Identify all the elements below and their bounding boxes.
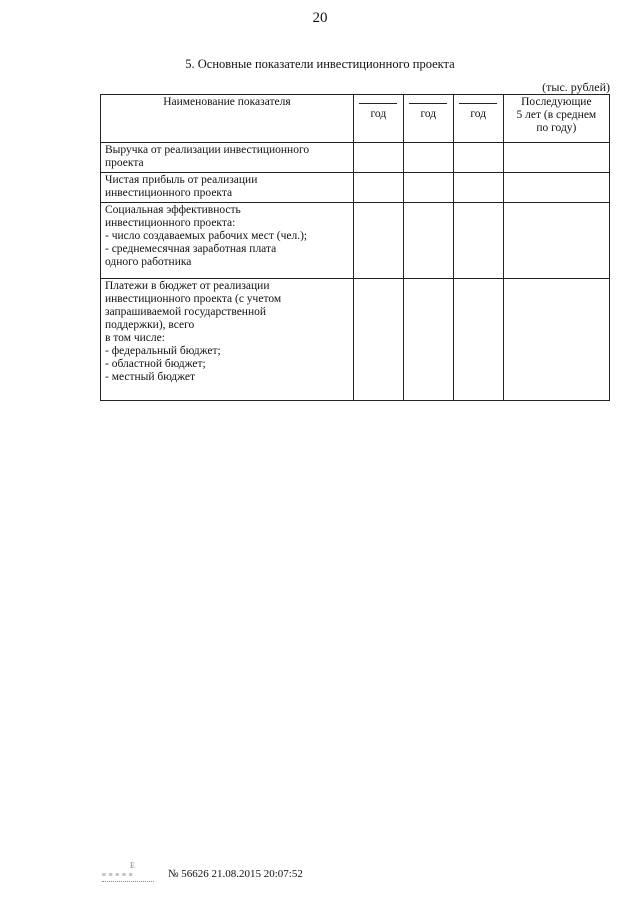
indicators-table — [100, 94, 610, 401]
table-row — [101, 203, 610, 279]
header-year-1 — [353, 95, 403, 143]
year-blank-line — [409, 103, 447, 104]
table-cell — [353, 143, 403, 173]
document-registration-number: № 56626 21.08.2015 20:07:52 — [168, 868, 303, 880]
table-cell — [353, 173, 403, 203]
table-cell — [353, 203, 403, 279]
table-cell — [503, 203, 609, 279]
row-name-social-efficiency: Социальная эффективность инвестиционного проекта: - число создаваемых рабочих мест (чел.); - среднемесячная заработная плата одного работника — [101, 203, 354, 279]
table-cell — [453, 203, 503, 279]
header-year-3 — [453, 95, 503, 143]
header-year-label: год — [420, 108, 437, 120]
footer — [100, 861, 303, 887]
header-indicator-name: Наименование показателя — [101, 95, 354, 143]
table-cell — [503, 143, 609, 173]
table-cell — [353, 279, 403, 401]
units-label: (тыс. рублей) — [542, 80, 610, 94]
header-year-2 — [403, 95, 453, 143]
row-name-net-profit: Чистая прибыль от реализации инвестиционного проекта — [101, 173, 354, 203]
table-cell — [403, 203, 453, 279]
table-cell — [453, 279, 503, 401]
header-year-label: год — [370, 108, 387, 120]
table-cell — [503, 173, 609, 203]
table-cell — [403, 173, 453, 203]
header-following-years: Последующие 5 лет (в среднем по году) — [503, 95, 609, 143]
table-cell — [453, 173, 503, 203]
table-cell — [403, 143, 453, 173]
header-year-label: год — [470, 108, 487, 120]
table-cell — [403, 279, 453, 401]
row-name-budget-payments: Платежи в бюджет от реализации инвестиционного проекта (с учетом запрашиваемой государственной поддержки), всего в том числе: - федеральный бюджет; - областной бюджет; - местный бюджет — [101, 279, 354, 401]
table-row — [101, 143, 610, 173]
registration-stamp-mark: Е ≡ ≡ ≡ ≡ ≡ — [100, 861, 160, 887]
row-name-revenue: Выручка от реализации инвестиционного проекта — [101, 143, 354, 173]
table-header-row — [101, 95, 610, 143]
year-blank-line — [459, 103, 497, 104]
table-cell — [453, 143, 503, 173]
table-row — [101, 173, 610, 203]
section-title: 5. Основные показатели инвестиционного проекта — [185, 57, 455, 71]
page-number: 20 — [312, 10, 328, 26]
year-blank-line — [359, 103, 397, 104]
table-cell — [503, 279, 609, 401]
table-row — [101, 279, 610, 401]
